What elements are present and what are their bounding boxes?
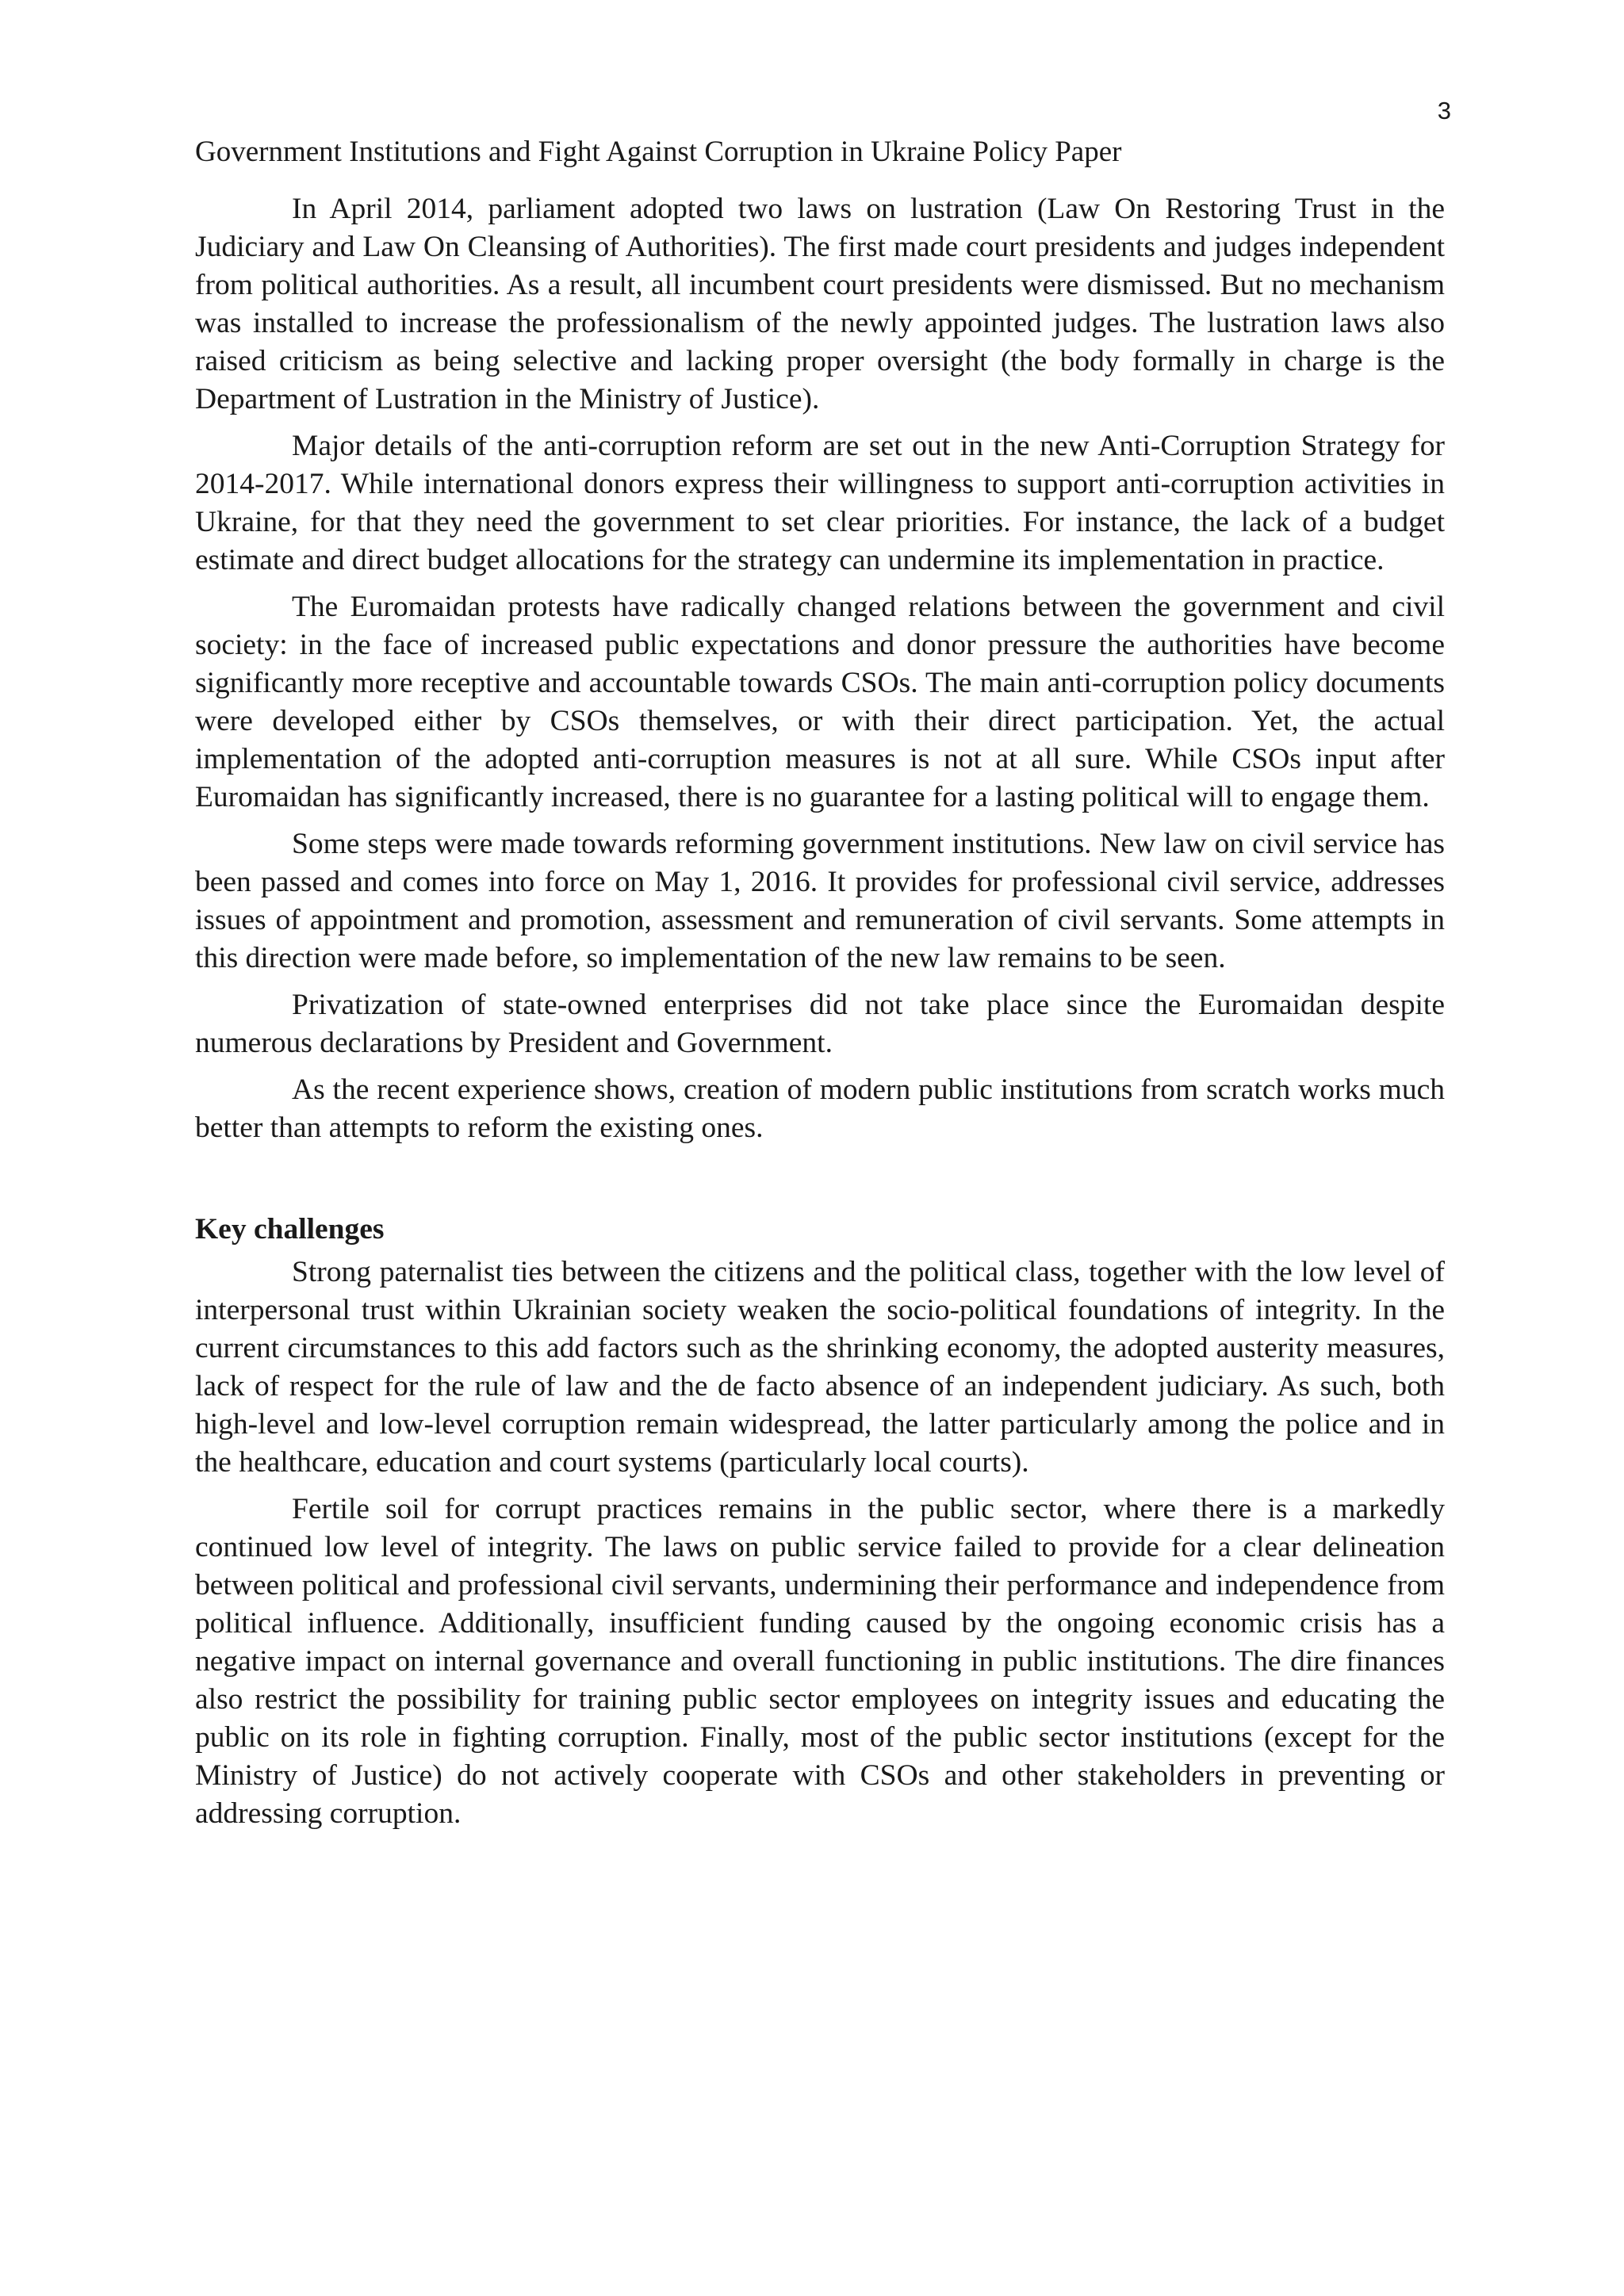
- body-text: [195, 190, 1445, 1842]
- running-header: Government Institutions and Fight Against Corruption in Ukraine Policy Paper: [195, 136, 1122, 168]
- paragraph-lustration-laws: In April 2014, parliament adopted two laws on lustration (Law On Restoring Trust in the Judiciary and Law On Cleansing of Authorities). The first made court presidents and judges independent from political authorities. As a result, all incumbent court presidents were dismissed. But no mechanism was installed to increase the professionalism of the newly appointed judges. The lustration laws also raised criticism as being selective and lacking proper oversight (the body formally in charge is the Department of Lustration in the Ministry of Justice).: [195, 193, 1445, 415]
- paragraph-privatization: Privatization of state-owned enterprises did not take place since the Euromaidan despite numerous declarations by President and Government.: [195, 989, 1445, 1059]
- paragraph-anti-corruption-strategy: Major details of the anti-corruption reform are set out in the new Anti-Corruption Strategy for 2014-2017. While international donors express their willingness to support anti-corruption activities in Ukraine, for that they need the government to set clear priorities. For instance, the lack of a budget estimate and direct budget allocations for the strategy can undermine its implementation in practice.: [195, 430, 1445, 576]
- paragraph-modern-institutions: As the recent experience shows, creation of modern public institutions from scratch works much better than attempts to reform the existing ones.: [195, 1073, 1445, 1144]
- page-number: 3: [1437, 97, 1451, 124]
- paragraph-euromaidan-civil-society: The Euromaidan protests have radically changed relations between the government and civil society: in the face of increased public expectations and donor pressure the authorities have become significantly more receptive and accountable towards CSOs. The main anti-corruption policy documents were developed either by CSOs themselves, or with their direct participation. Yet, the actual implementation of the adopted anti-corruption measures is not at all sure. While CSOs input after Euromaidan has significantly increased, there is no guarantee for a lasting political will to engage them.: [195, 591, 1445, 813]
- paragraph-civil-service-law: Some steps were made towards reforming government institutions. New law on civil service has been passed and comes into force on May 1, 2016. It provides for professional civil service, addresses issues of appointment and promotion, assessment and remuneration of civil servants. Some attempts in this direction were made before, so implementation of the new law remains to be seen.: [195, 828, 1445, 974]
- section-heading-key-challenges: Key challenges: [195, 1213, 385, 1246]
- paragraph-paternalist-ties: Strong paternalist ties between the citizens and the political class, together with the low level of interpersonal trust within Ukrainian society weaken the socio-political foundations of integrity. In the current circumstances to this add factors such as the shrinking economy, the adopted austerity measures, lack of respect for the rule of law and the de facto absence of an independent judiciary. As such, both high-level and low-level corruption remain widespread, the latter particularly among the police and in the healthcare, education and court systems (particularly local courts).: [195, 1256, 1445, 1479]
- paragraph-public-sector-integrity: Fertile soil for corrupt practices remains in the public sector, where there is a markedly continued low level of integrity. The laws on public service failed to provide for a clear delineation between political and professional civil servants, undermining their performance and independence from political influence. Additionally, insufficient funding caused by the ongoing economic crisis has a negative impact on internal governance and overall functioning in public institutions. The dire finances also restrict the possibility for training public sector employees on integrity issues and educating the public on its role in fighting corruption. Finally, most of the public sector institutions (except for the Ministry of Justice) do not actively cooperate with CSOs and other stakeholders in preventing or addressing corruption.: [195, 1493, 1445, 1830]
